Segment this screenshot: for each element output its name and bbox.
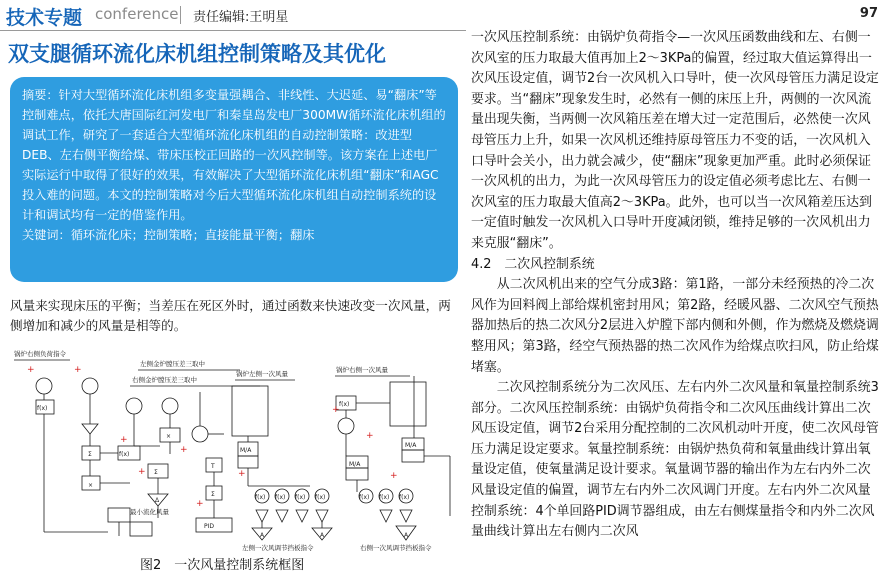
block-a-1: A	[260, 532, 265, 539]
label-left-valve: 左侧一次风调节挡板指令	[242, 544, 314, 552]
block-fx-5: f(x)	[275, 494, 286, 501]
svg-text:+: +	[332, 405, 340, 415]
block-delta-1: Δ	[155, 497, 160, 504]
header-rule	[0, 30, 466, 31]
column-tag-english: conference	[95, 5, 179, 23]
label-load-cmd: 锅炉右侧负荷指令	[14, 350, 66, 358]
block-sum-1: Σ	[88, 451, 92, 458]
svg-text:+: +	[366, 431, 374, 441]
left-column-text	[10, 296, 462, 336]
figure-caption: 图2 一次风量控制系统框图	[140, 558, 305, 573]
primary-air-control-diagram	[10, 346, 462, 552]
block-mul-1: ×	[88, 482, 94, 489]
keywords: 关键词：循环流化床；控制策略；直接能量平衡；翻床	[22, 228, 315, 242]
abstract-text: 摘要：针对大型循环流化床机组多变量强耦合、非线性、大迟延、易“翻床”等控制难点，依托大唐国际红河发电厂和秦皇岛发电厂300MW循环流化床机组的调试工作，研究了一套适合大型循环流化床机组的自动控制策略：改进型DEB、左右侧平衡给煤、带床压校正回路的一次风控制等。该方案在上述电厂实际运行中取得了很好的效果，有效解决了大型循环流化床机组“翻床”和AGC投入难的问题。本文的控制策略对今后大型循环流化床机组自动控制系统的设计和调试均有一定的借鉴作用。	[22, 88, 446, 222]
block-ma-3: M/A	[405, 442, 417, 449]
block-sum-3: Σ	[211, 491, 215, 498]
block-fx-8: f(x)	[359, 494, 370, 501]
block-fx-3: f(x)	[339, 401, 350, 408]
block-t-1: T	[211, 463, 215, 470]
block-fx-6: f(x)	[295, 494, 306, 501]
svg-text:+: +	[238, 469, 246, 479]
svg-text:+: +	[120, 435, 128, 445]
block-fx-10: f(x)	[399, 494, 410, 501]
header-separator	[180, 6, 181, 24]
block-fx-4: f(x)	[255, 494, 266, 501]
label-left-air: 锅炉左侧一次风量	[236, 370, 288, 378]
abstract-box	[10, 77, 458, 282]
block-a-3: A	[404, 532, 409, 539]
svg-text:+: +	[27, 365, 35, 375]
block-mul-2: ×	[166, 433, 172, 440]
article-title: 双支腿循环流化床机组控制策略及其优化	[8, 42, 386, 66]
body-paragraph: 一次风压控制系统：由锅炉负荷指令—一次风压函数曲线和左、右侧一次风室的压力取最大值再加上2～3KPa的偏置，经过取大值运算得出一次风压设定值，调节2台一次风机入口导叶，使一次风母管压力满足设定要求。当“翻床”现象发生时，必然有一侧的床压上升，两侧的一次风流量出现失衡，当两侧一次风箱压差在增大过一定范围后，必然使一次风母管压力上升，如果一次风机还维持原母管压力不变的话，一次风机入口导叶会关小，出力就会减少，使“翻床”现象更加严重。此时必须保证一次风机的出力，为此一次风母管压力的设定值必须考虑比左、右侧一次风室的压力取最大值高2～3KPa。此外，也可以当一次风箱差压达到一定值时触发一次风机入口导叶开度减闭锁，维持足够的一次风机出力来克服“翻床”。	[471, 30, 879, 251]
column-tag: 技术专题	[6, 7, 83, 29]
block-pid-1: PID	[204, 523, 215, 530]
page-number: 97	[859, 6, 878, 21]
editor-credit: 责任编辑:王明星	[193, 10, 289, 25]
block-fx-1: f(x)	[37, 405, 48, 412]
block-fx-2: f(x)	[119, 451, 130, 458]
svg-text:+: +	[74, 365, 82, 375]
svg-text:+: +	[196, 499, 204, 509]
block-fx-9: f(x)	[379, 494, 390, 501]
label-left-press: 左侧金炉膛压差三取中	[140, 360, 205, 368]
block-ma-1: M/A	[240, 447, 252, 454]
label-min-flow: 最小流化风量	[130, 508, 169, 516]
block-sum-2: Σ	[154, 469, 158, 476]
body-paragraph: 从二次风机出来的空气分成3路：第1路，一部分未经预热的冷二次风作为回料阀上部给煤机密封用风；第2路，经暖风器、二次风空气预热器加热后的热二次风分2层进入炉膛下部内侧和外侧，作为燃烧及燃烧调整用风；第3路，经空气预热器的热二次风作为给煤点吹扫风，防止给煤堵塞。	[471, 277, 879, 375]
label-right-valve: 右侧一次风调节挡板指令	[360, 544, 432, 552]
label-right-air: 锅炉右侧一次风量	[336, 366, 388, 374]
svg-text:+: +	[390, 471, 398, 481]
svg-text:+: +	[180, 445, 188, 455]
block-a-2: A	[320, 532, 325, 539]
left-paragraph: 风量来实现床压的平衡；当差压在死区外时，通过函数来快速改变一次风量，两侧增加和减少的风量是相等的。	[10, 298, 451, 333]
block-fx-7: f(x)	[315, 494, 326, 501]
body-paragraph: 二次风控制系统分为二次风压、左右内外二次风量和氧量控制系统3部分。二次风压控制系统：由锅炉负荷指令和二次风压曲线计算出二次风压设定值，调节2台采用分配控制的二次风机动叶开度，使二次风母管压力满足设定要求。氧量控制系统：由锅炉热负荷和氧量曲线计算出氧量设定值，使氧量满足设计要求。氧量调节器的输出作为左右内外二次风量设定值的偏置，调节左右内外二次风调门开度。左右内外二次风量控制系统：4个单回路PID调节器组成，由左右侧煤量指令和内外二次风量曲线计算出左右侧内二次风	[471, 380, 879, 540]
right-column-text	[471, 28, 883, 543]
block-ma-2: M/A	[349, 461, 361, 468]
label-right-press: 右侧金炉膛压差三取中	[132, 376, 197, 384]
svg-text:+: +	[138, 467, 146, 477]
section-heading: 4.2 二次风控制系统	[471, 256, 595, 272]
